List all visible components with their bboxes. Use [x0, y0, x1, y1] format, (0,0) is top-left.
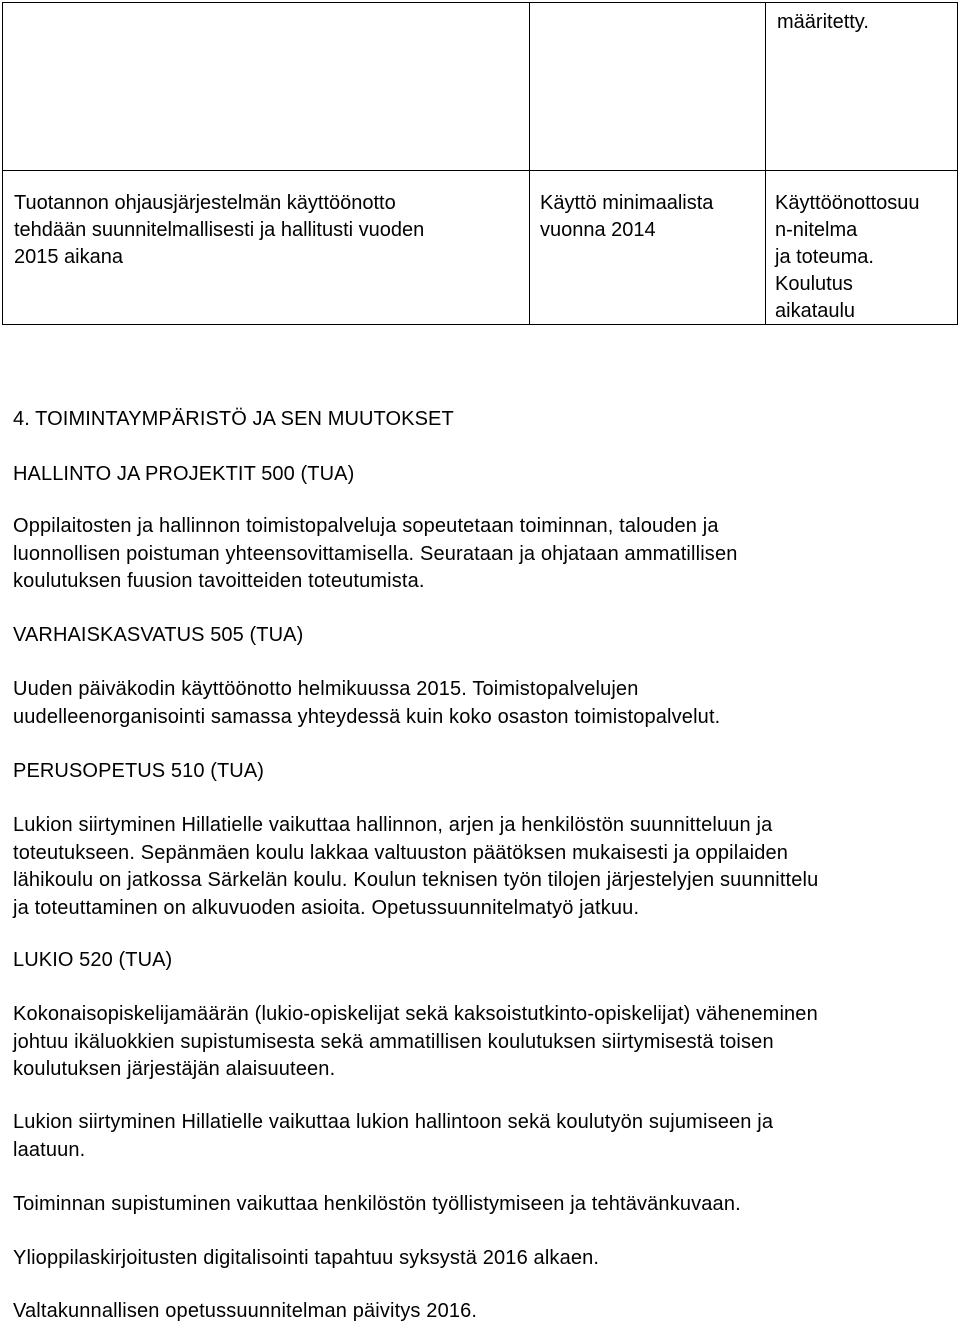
table-cell-goal-line-1: Tuotannon ohjausjärjestelmän käyttöönotto: [14, 192, 396, 214]
paragraph-line: koulutuksen fuusion tavoitteiden toteutumista.: [13, 570, 425, 592]
paragraph-line: luonnollisen poistuman yhteensovittamisella. Seurataan ja ohjataan ammatillisen: [13, 542, 738, 565]
paragraph-line: uudelleenorganisointi samassa yhteydessä kuin koko osaston toimistopalvelut.: [13, 705, 721, 728]
paragraph-line: Lukion siirtyminen Hillatielle vaikuttaa hallinnon, arjen ja henkilöstön suunnitteluun ja: [13, 814, 773, 836]
heading-lukio: LUKIO 520 (TUA): [13, 949, 173, 971]
paragraph-lukio-2: [13, 1109, 948, 1164]
heading-varhaiskasvatus: VARHAISKASVATUS 505 (TUA): [13, 624, 304, 646]
plan-table: [2, 2, 958, 325]
table-cell-measure-line-1: Käyttö minimaalista: [540, 192, 714, 214]
table-column-divider-1: [529, 3, 530, 324]
paragraph-perusopetus: [13, 812, 948, 922]
paragraph-lukio-4: Ylioppilaskirjoitusten digitalisointi tapahtuu syksystä 2016 alkaen.: [13, 1247, 600, 1269]
table-row-divider: [3, 170, 957, 171]
paragraph-lukio-1: [13, 1001, 948, 1084]
table-cell-follow-line-4: Koulutus: [775, 273, 853, 295]
paragraph-line: Uuden päiväkodin käyttöönotto helmikuussa 2015. Toimistopalvelujen: [13, 678, 639, 700]
table-cell-goal-line-3: 2015 aikana: [14, 246, 123, 268]
table-cell-follow-line-5: aikataulu: [775, 300, 856, 322]
heading-hallinto: HALLINTO JA PROJEKTIT 500 (TUA): [13, 463, 355, 485]
table-cell-goal-line-2: tehdään suunnitelmallisesti ja hallitusti vuoden: [14, 219, 425, 241]
table-cell-follow-line-1: Käyttöönottosuu: [775, 192, 920, 214]
paragraph-hallinto: [13, 513, 948, 596]
paragraph-line: ja toteuttaminen on alkuvuoden asioita. Opetussuunnitelmatyö jatkuu.: [13, 896, 640, 919]
paragraph-line: toteutukseen. Sepänmäen koulu lakkaa valtuuston päätöksen mukaisesti ja oppilaiden: [13, 841, 789, 864]
heading-perusopetus: PERUSOPETUS 510 (TUA): [13, 760, 265, 782]
paragraph-lukio-3: Toiminnan supistuminen vaikuttaa henkilöstön työllistymiseen ja tehtävänkuvaan.: [13, 1193, 741, 1215]
paragraph-line: johtuu ikäluokkien supistumisesta sekä ammatillisen koulutuksen siirtymisestä toisen: [13, 1030, 774, 1053]
table-cell-follow-line-3: ja toteuma.: [775, 246, 874, 268]
paragraph-line: Oppilaitosten ja hallinnon toimistopalveluja sopeutetaan toiminnan, talouden ja: [13, 515, 719, 537]
paragraph-line: koulutuksen järjestäjän alaisuuteen.: [13, 1058, 336, 1080]
paragraph-line: laatuun.: [13, 1138, 86, 1161]
section-title: 4. TOIMINTAYMPÄRISTÖ JA SEN MUUTOKSET: [13, 408, 454, 430]
paragraph-line: Kokonaisopiskelijamäärän (lukio-opiskelijat sekä kaksoistutkinto-opiskelijat) väheneminen: [13, 1003, 818, 1025]
table-column-divider-2: [765, 3, 766, 324]
table-cell-measure-line-2: vuonna 2014: [540, 219, 656, 241]
table-cell-follow-line-2: n-nitelma: [775, 219, 858, 241]
paragraph-lukio-5: Valtakunnallisen opetussuunnitelman päivitys 2016.: [13, 1300, 478, 1322]
paragraph-line: lähikoulu on jatkossa Särkelän koulu. Koulun teknisen työn tilojen järjestelyjen suunnittelu: [13, 869, 819, 891]
paragraph-varhaiskasvatus: [13, 676, 948, 731]
paragraph-line: Lukion siirtyminen Hillatielle vaikuttaa lukion hallintoon sekä koulutyön sujumiseen ja: [13, 1111, 774, 1133]
table-cell-top-col3: määritetty.: [777, 11, 869, 33]
